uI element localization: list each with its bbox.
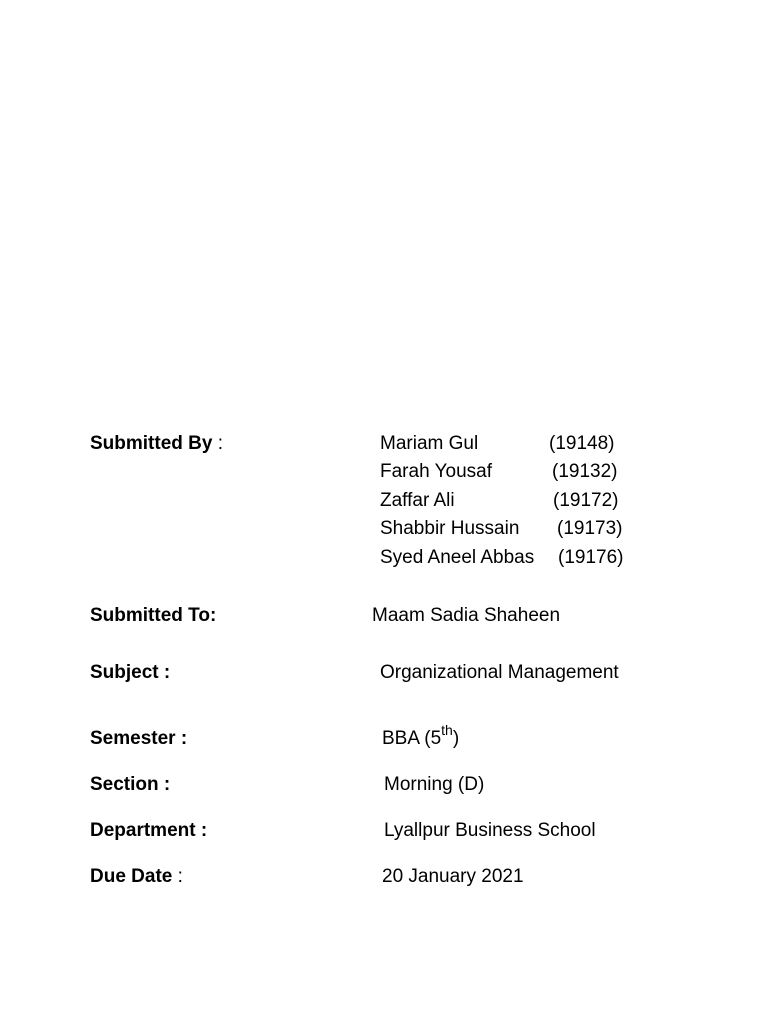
- due-date-value: 20 January 2021: [382, 866, 524, 887]
- semester-ordinal-suffix: th: [441, 721, 453, 738]
- department-value: Lyallpur Business School: [384, 820, 596, 841]
- semester-value-close: ): [452, 728, 460, 749]
- semester-value: [382, 721, 460, 750]
- submitted-to-label-text: Submitted To:: [90, 605, 217, 626]
- member-name: Farah Yousaf: [380, 461, 492, 482]
- due-date-label-text: Due Date: [90, 866, 173, 887]
- submitted-to-value: Maam Sadia Shaheen: [372, 605, 561, 626]
- department-label-text: Department :: [90, 820, 208, 841]
- member-name: Syed Aneel Abbas: [380, 547, 535, 568]
- member-id: (19148): [549, 433, 615, 454]
- semester-label: [90, 728, 187, 750]
- semester-label-text: Semester :: [90, 728, 188, 749]
- member-id: (19172): [553, 490, 619, 511]
- submitted-to-label: [90, 605, 216, 627]
- member-name: Shabbir Hussain: [380, 518, 520, 539]
- section-value: Morning (D): [384, 774, 485, 795]
- member-name: Mariam Gul: [380, 433, 479, 454]
- due-date-colon: :: [172, 866, 183, 887]
- submitted-by-colon: :: [212, 433, 224, 454]
- member-name: Zaffar Ali: [380, 490, 455, 511]
- member-id: (19132): [552, 461, 618, 482]
- due-date-label: [90, 866, 183, 888]
- department-label: [90, 820, 207, 842]
- section-label-text: Section :: [90, 774, 171, 795]
- subject-label-text: Subject :: [90, 662, 171, 683]
- member-id: (19176): [558, 547, 624, 568]
- subject-value: Organizational Management: [380, 662, 619, 683]
- semester-value-main: BBA (5: [382, 728, 442, 749]
- section-label: [90, 774, 170, 796]
- subject-label: [90, 662, 170, 684]
- submitted-by-label-text: Submitted By: [90, 433, 213, 454]
- member-id: (19173): [557, 518, 623, 539]
- submitted-by-label: [90, 433, 223, 455]
